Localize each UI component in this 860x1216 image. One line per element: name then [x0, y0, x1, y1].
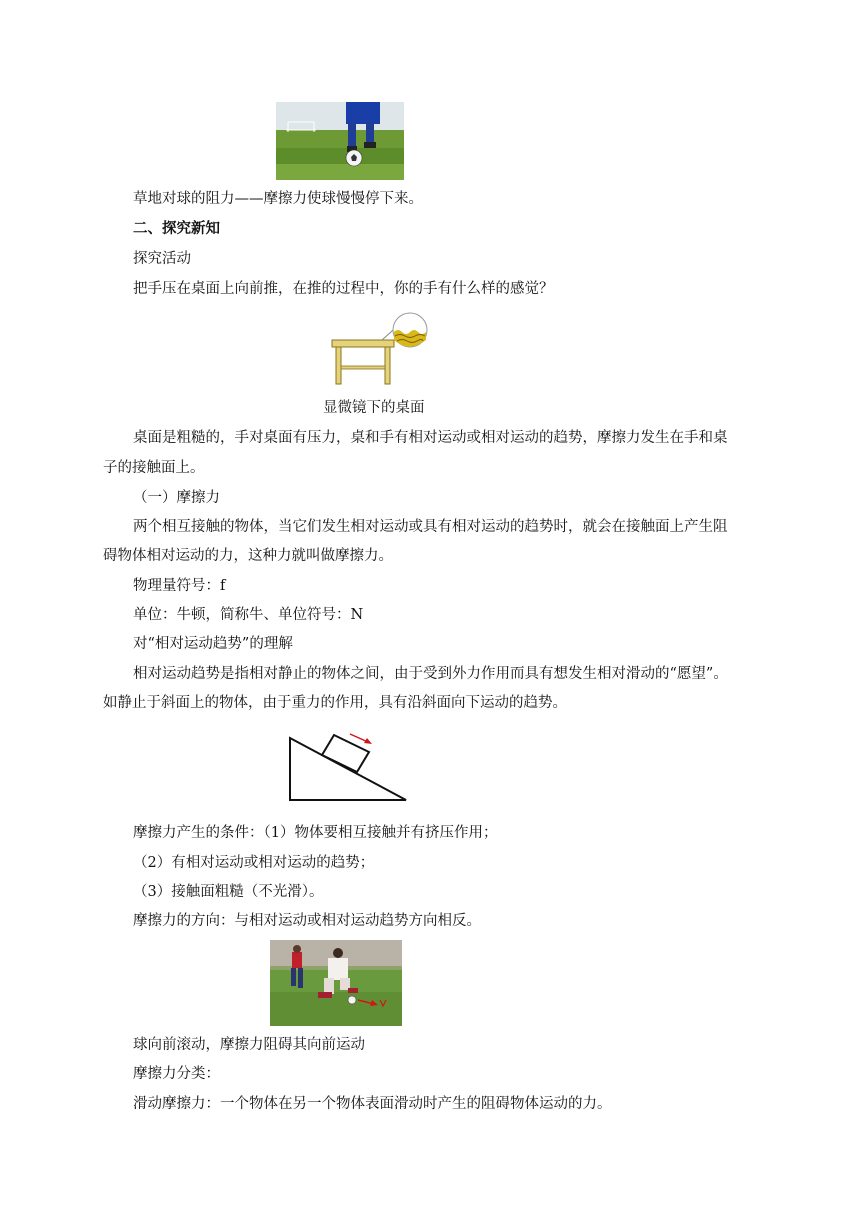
subheading: （一）摩擦力 — [133, 490, 220, 506]
paragraph: 滑动摩擦力：一个物体在另一个物体表面滑动时产生的阻碍物体运动的力。 — [133, 1096, 612, 1112]
paragraph: 摩擦力的方向：与相对运动或相对运动趋势方向相反。 — [133, 913, 481, 929]
paragraph: 碍物体相对运动的力，这种力就叫做摩擦力。 — [103, 548, 393, 564]
paragraph: 探究活动 — [133, 251, 191, 267]
paragraph: 摩擦力产生的条件：（1）物体要相互接触并有挤压作用； — [133, 825, 498, 841]
paragraph: 单位：牛顿，简称牛、单位符号：N — [133, 607, 364, 623]
paragraph: 如静止于斜面上的物体，由于重力的作用，具有沿斜面向下运动的趋势。 — [103, 695, 567, 711]
soccer-players-photo — [270, 940, 402, 1026]
paragraph: 相对运动趋势是指相对静止的物体之间，由于受到外力作用而具有想发生相对滑动的“愿望”。 — [133, 666, 728, 682]
incline-block-diagram — [286, 724, 410, 804]
paragraph: 对“相对运动趋势”的理解 — [133, 636, 293, 652]
desk-magnified-illustration — [330, 308, 430, 386]
paragraph: 球向前滚动，摩擦力阻碍其向前运动 — [133, 1037, 365, 1053]
paragraph: （2）有相对运动或相对运动的趋势； — [133, 855, 375, 871]
figure-caption: 显微镜下的桌面 — [323, 400, 425, 416]
paragraph: 两个相互接触的物体，当它们发生相对运动或具有相对运动的趋势时，就会在接触面上产生阻 — [133, 519, 728, 535]
soccer-ball-photo — [276, 102, 404, 180]
paragraph: （3）接触面粗糙（不光滑）。 — [133, 884, 324, 900]
paragraph: 草地对球的阻力——摩擦力使球慢慢停下来。 — [133, 191, 423, 207]
paragraph: 物理量符号：f — [133, 578, 226, 594]
paragraph: 子的接触面上。 — [103, 460, 205, 476]
paragraph: 摩擦力分类： — [133, 1066, 220, 1082]
paragraph: 桌面是粗糙的，手对桌面有压力，桌和手有相对运动或相对运动的趋势，摩擦力发生在手和桌 — [133, 430, 728, 446]
section-heading: 二、探究新知 — [133, 221, 220, 237]
paragraph: 把手压在桌面上向前推，在推的过程中，你的手有什么样的感觉？ — [133, 281, 554, 297]
